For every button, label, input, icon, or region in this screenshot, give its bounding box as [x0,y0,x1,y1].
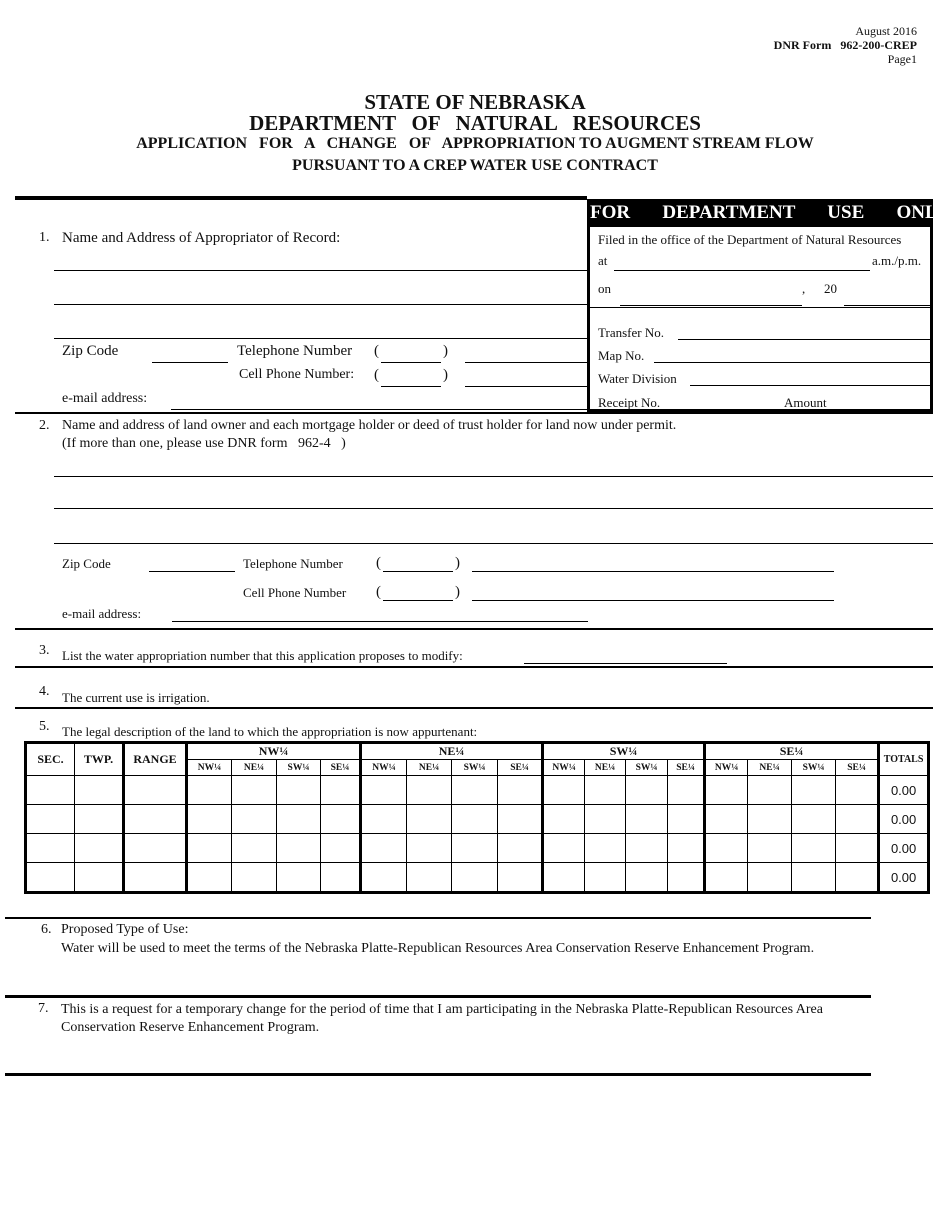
time-field[interactable] [614,254,870,271]
table-cell[interactable] [626,776,668,805]
table-cell[interactable] [124,776,187,805]
date-comma: , [802,281,806,296]
table-cell[interactable] [361,776,407,805]
dept-divider [590,307,930,308]
table-cell[interactable] [748,834,792,863]
table-cell[interactable] [792,776,836,805]
section2-phone-area[interactable] [383,555,453,572]
table-cell[interactable] [585,834,626,863]
table-cell[interactable] [277,805,321,834]
total-cell: 0.00 [879,776,929,805]
header-quarter-se: SE¼ [705,743,879,760]
header-subquarter: NE¼ [748,760,792,776]
section4-number: 4. [39,684,50,699]
table-cell[interactable] [361,805,407,834]
table-cell[interactable] [361,863,407,893]
table-row [26,805,929,834]
section4-divider [15,707,933,709]
section5-number: 5. [39,719,50,734]
section2-zip-label: Zip Code [62,556,111,571]
table-cell[interactable] [361,834,407,863]
table-cell[interactable] [187,805,232,834]
department-use-heading: FOR DEPARTMENT USE ONLY [590,199,930,227]
table-cell[interactable] [452,863,498,893]
section3-label: List the water appropriation number that this application proposes to modify: [62,648,463,663]
table-cell[interactable] [626,863,668,893]
transfer-label: Transfer No. [598,325,664,340]
section2-phone-number[interactable] [472,555,834,572]
header-subquarter: SE¼ [668,760,705,776]
section1-cell-area[interactable] [381,370,441,387]
table-cell[interactable] [498,863,543,893]
receipt-no-field[interactable] [670,393,780,410]
table-cell[interactable] [668,776,705,805]
table-cell[interactable] [26,805,75,834]
section4-label: The current use is irrigation. [62,690,210,705]
table-cell[interactable] [75,776,124,805]
header-subquarter: NE¼ [407,760,452,776]
department-use-box [587,199,950,412]
table-row [26,776,929,805]
table-cell[interactable] [543,863,585,893]
table-cell[interactable] [748,863,792,893]
table-cell[interactable] [187,776,232,805]
date-field[interactable] [620,289,802,306]
title-pursuant: PURSUANT TO A CREP WATER USE CONTRACT [292,157,658,174]
table-row [26,834,929,863]
table-cell[interactable] [668,805,705,834]
table-cell[interactable] [498,834,543,863]
section7-text: This is a request for a temporary change for the period of time that I am participating in the Nebraska Platte-Republican Resources Area Conservation Reserve Enhancement Program. [61,1002,823,1035]
section6-top-rule [5,917,871,919]
table-cell[interactable] [792,805,836,834]
section1-number: 1. [39,230,50,245]
section2-email-field[interactable] [172,605,588,622]
header-subquarter: SE¼ [836,760,879,776]
table-cell[interactable] [277,776,321,805]
table-cell[interactable] [543,805,585,834]
table-cell[interactable] [232,805,277,834]
header-quarter-ne: NE¼ [361,743,543,760]
header-subquarter: SW¼ [452,760,498,776]
table-cell[interactable] [321,863,361,893]
section1-email-field[interactable] [171,393,587,410]
header-quarter-sw: SW¼ [543,743,705,760]
transfer-no-field[interactable] [678,323,930,340]
table-cell[interactable] [277,863,321,893]
header-range: RANGE [124,743,187,776]
section1-label: Name and Address of Appropriator of Record: [62,230,341,246]
table-cell[interactable] [792,834,836,863]
section5-label: The legal description of the land to which the appropriation is now appurtenant: [62,724,478,739]
landowner-line2[interactable] [54,492,933,509]
header-subquarter: NW¼ [187,760,232,776]
amount-field[interactable] [838,393,930,410]
top-rule [15,196,587,200]
section7-top-rule [5,995,871,998]
table-cell[interactable] [452,834,498,863]
table-cell[interactable] [407,805,452,834]
table-cell[interactable] [836,776,879,805]
table-cell[interactable] [748,805,792,834]
table-cell[interactable] [26,776,75,805]
table-cell[interactable] [705,834,748,863]
section1-zip-label: Zip Code [62,343,119,359]
table-cell[interactable] [232,834,277,863]
table-row [26,863,929,893]
table-cell[interactable] [187,834,232,863]
header-totals: TOTALS [879,743,929,776]
table-cell[interactable] [232,776,277,805]
header-twp: TWP. [75,743,124,776]
receipt-label: Receipt No. [598,395,661,410]
table-cell[interactable] [836,834,879,863]
section1-divider [15,412,933,414]
header-subquarter: SE¼ [321,760,361,776]
table-cell[interactable] [452,805,498,834]
table-cell[interactable] [705,776,748,805]
table-cell[interactable] [792,863,836,893]
table-cell[interactable] [705,863,748,893]
table-cell[interactable] [543,776,585,805]
table-cell[interactable] [836,863,879,893]
page-number: Page1 [887,52,917,66]
header-subquarter: SW¼ [277,760,321,776]
table-cell[interactable] [407,834,452,863]
appropriation-number-field[interactable] [524,647,727,664]
section2-cell-number[interactable] [472,584,834,601]
ampm-label: a.m./p.m. [872,253,922,268]
form-number: 962-200-CREP [840,38,917,52]
table-cell[interactable] [124,834,187,863]
table-cell[interactable] [321,776,361,805]
section2-cell-label: Cell Phone Number [243,585,347,600]
header-subquarter: SE¼ [498,760,543,776]
table-cell[interactable] [748,776,792,805]
table-cell[interactable] [585,776,626,805]
form-date: August 2016 [855,24,917,38]
section1-zip-field[interactable] [152,346,228,363]
section7-bottom-rule [5,1073,871,1076]
title-state: STATE OF NEBRASKA [364,90,586,114]
table-cell[interactable] [407,776,452,805]
table-cell[interactable] [187,863,232,893]
section1-email-label: e-mail address: [62,391,148,406]
total-cell: 0.00 [879,834,929,863]
map-label: Map No. [598,348,645,363]
table-cell[interactable] [75,863,124,893]
table-cell[interactable] [668,834,705,863]
landowner-line1[interactable] [54,460,933,477]
table-cell[interactable] [407,863,452,893]
legal-description-table [24,741,930,894]
amount-label: Amount [784,395,827,410]
title-application: APPLICATION FOR A CHANGE OF APPROPRIATION TO AUGMENT STREAM FLOW [136,135,814,152]
header-sec: SEC. [26,743,75,776]
total-cell: 0.00 [879,805,929,834]
section2-divider [15,628,933,630]
landowner-line3[interactable] [54,527,933,544]
section2-email-label: e-mail address: [62,606,142,621]
section2-phone-label: Telephone Number [243,556,343,571]
section2-zip-field[interactable] [149,555,235,572]
table-cell[interactable] [668,863,705,893]
table-cell[interactable] [543,834,585,863]
appropriator-name-line2[interactable] [54,288,587,305]
table-cell[interactable] [585,805,626,834]
form-label: DNR Form [773,38,832,52]
table-cell[interactable] [498,776,543,805]
header-subquarter: NW¼ [705,760,748,776]
table-cell[interactable] [26,834,75,863]
section1-phone-number[interactable] [465,346,587,363]
on-label: on [598,281,611,296]
section6-number: 6. [41,922,52,937]
header-subquarter: SW¼ [792,760,836,776]
table-cell[interactable] [75,834,124,863]
section1-cell-number[interactable] [465,370,587,387]
header-subquarter: NW¼ [543,760,585,776]
table-cell[interactable] [626,805,668,834]
section1-phone-label: Telephone Number [237,343,353,359]
appropriator-name-line3[interactable] [54,322,587,339]
map-no-field[interactable] [654,346,930,363]
section7-number: 7. [38,1001,49,1016]
table-cell[interactable] [321,834,361,863]
section3-divider [15,666,933,668]
water-division-field[interactable] [690,369,930,386]
year-field[interactable] [844,289,930,306]
section1-cell-label: Cell Phone Number: [239,367,355,382]
table-cell[interactable] [452,776,498,805]
section6-text: Water will be used to meet the terms of the Nebraska Platte-Republican Resources Area Conservation Reserve Enhancement Program. [61,941,815,956]
table-cell[interactable] [75,805,124,834]
header-subquarter: NE¼ [585,760,626,776]
title-department: DEPARTMENT OF NATURAL RESOURCES [249,111,701,135]
year-prefix: 20 [824,281,837,296]
table-cell[interactable] [321,805,361,834]
header-quarter-nw: NW¼ [187,743,361,760]
table-cell[interactable] [705,805,748,834]
section2-number: 2. [39,418,50,433]
table-cell[interactable] [277,834,321,863]
table-cell[interactable] [585,863,626,893]
table-cell[interactable] [26,863,75,893]
appropriator-name-line1[interactable] [54,254,587,271]
section2-sublabel: (If more than one, please use DNR form 962-4 ) [62,436,346,451]
table-cell[interactable] [836,805,879,834]
table-cell[interactable] [124,863,187,893]
section2-cell-area[interactable] [383,584,453,601]
header-subquarter: NW¼ [361,760,407,776]
table-cell[interactable] [626,834,668,863]
at-label: at [598,253,608,268]
section3-number: 3. [39,643,50,658]
table-cell[interactable] [232,863,277,893]
section6-label: Proposed Type of Use: [61,922,189,937]
filed-text: Filed in the office of the Department of Natural Resources [598,232,902,247]
header-subquarter: NE¼ [232,760,277,776]
total-cell: 0.00 [879,863,929,893]
form-header [774,24,917,66]
division-label: Water Division [598,371,677,386]
table-cell[interactable] [124,805,187,834]
section1-phone-area[interactable] [381,346,441,363]
table-cell[interactable] [498,805,543,834]
section2-label: Name and address of land owner and each mortgage holder or deed of trust holder for land now under permit. [62,418,677,433]
header-subquarter: SW¼ [626,760,668,776]
